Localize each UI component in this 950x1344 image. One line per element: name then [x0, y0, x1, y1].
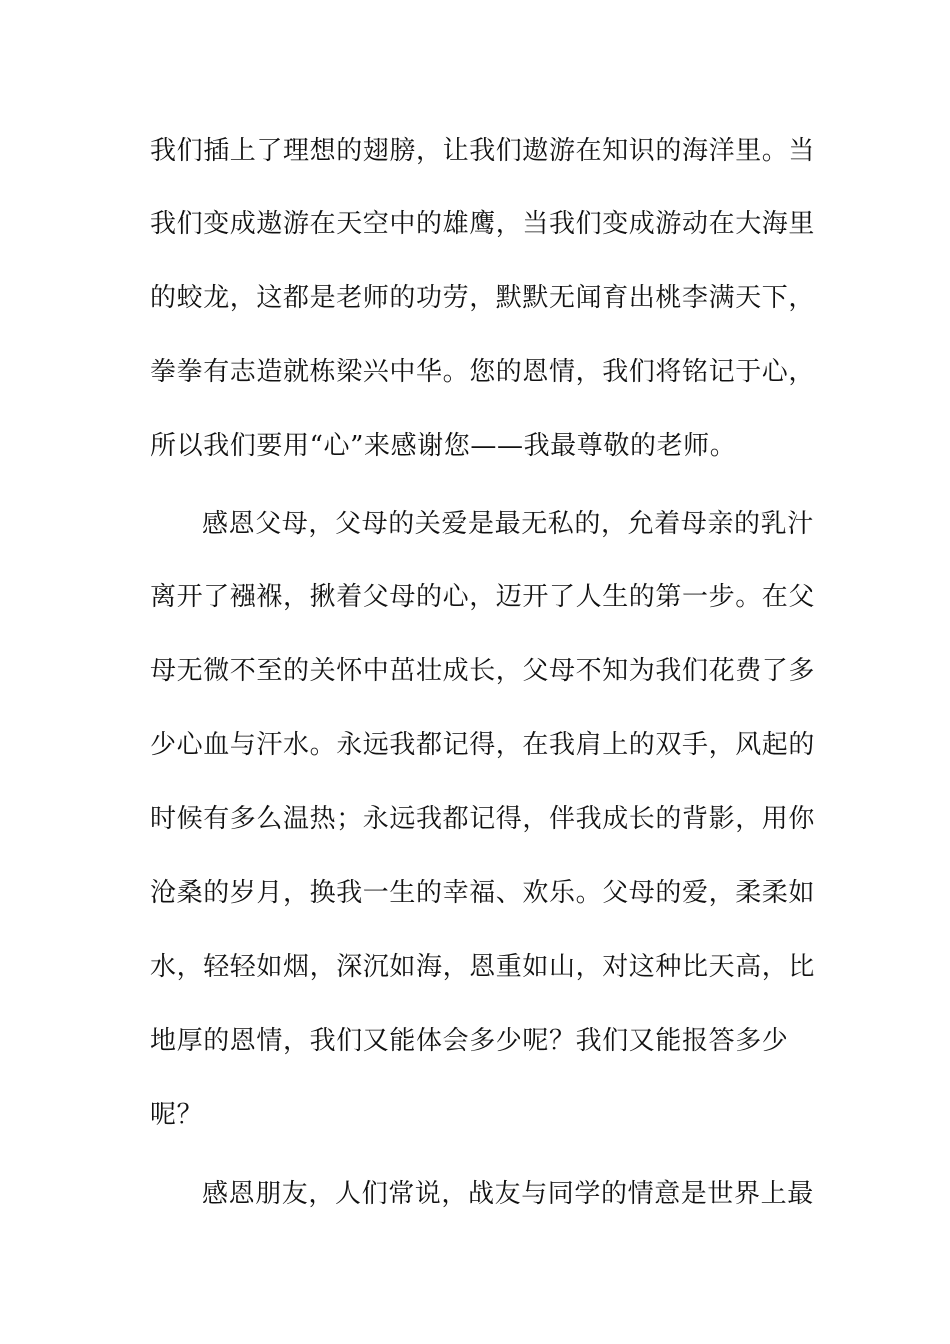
text-line: 所以我们要用“心”来感谢您——我最尊敬的老师。: [150, 431, 737, 461]
text-line: 少心血与汗水。永远我都记得，在我肩上的双手，风起的: [150, 730, 816, 760]
text-line: 母无微不至的关怀中茁壮成长，父母不知为我们花费了多: [150, 656, 816, 686]
paragraph-first-line: 感恩朋友，人们常说，战友与同学的情意是世界上最: [202, 1179, 814, 1209]
text-line: 的蛟龙，这都是老师的功劳，默默无闻育出桃李满天下，: [150, 283, 816, 313]
text-line: 拳拳有志造就栋梁兴中华。您的恩情，我们将铭记于心，: [150, 357, 816, 387]
text-line: 我们变成遨游在天空中的雄鹰，当我们变成游动在大海里: [150, 209, 816, 239]
text-line: 地厚的恩情，我们又能体会多少呢？我们又能报答多少: [150, 1026, 789, 1056]
paragraph-first-line: 感恩父母，父母的关爱是最无私的，允着母亲的乳汁: [202, 509, 814, 539]
text-line: 时候有多么温热；永远我都记得，伴我成长的背影，用你: [150, 804, 816, 834]
text-line: 离开了襁褓，揪着父母的心，迈开了人生的第一步。在父: [150, 582, 816, 612]
text-line: 呢？: [150, 1100, 204, 1130]
text-line: 水，轻轻如烟，深沉如海，恩重如山，对这种比天高，比: [150, 952, 816, 982]
text-line: 我们插上了理想的翅膀，让我们遨游在知识的海洋里。当: [150, 136, 816, 166]
text-line: 沧桑的岁月，换我一生的幸福、欢乐。父母的爱，柔柔如: [150, 878, 816, 908]
